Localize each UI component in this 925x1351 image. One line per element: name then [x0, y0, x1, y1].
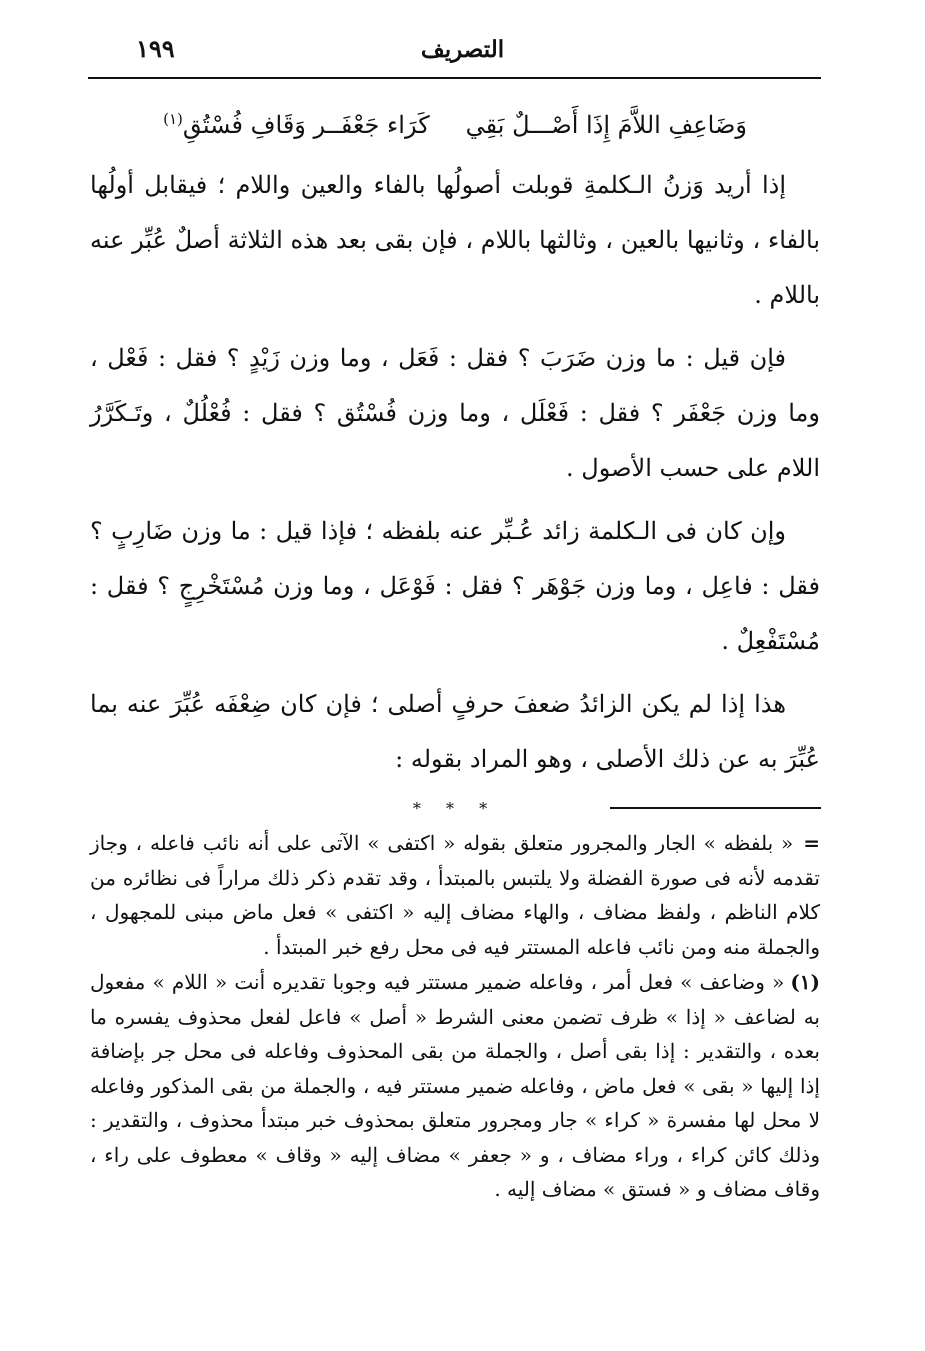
poetry-verse: [90, 96, 820, 148]
footnote-1-text: « وضاعف » فعل أمر ، وفاعله ضمير مستتر فيه وجوبا تقديره أنت « اللام » مفعول به لضاعف « إذا » ظرف تضمن معنى الشرط « أصل » فاعل لفعل محذوف يفسره ما بعده ، والتقدير : إذا بقى أصل ، والجملة من بقى المحذوف وفاعله فى محل جر بإضافة إذا إليها « بقى » فعل ماض ، وفاعله ضمير مستتر فيه ، والجملة من بقى المذكور وفاعله لا محل لها مفسرة « كراء » جار ومجرور متعلق بمحذوف خبر مبتدأ محذوف ، والتقدير : وذلك كائن كراء ، وراء مضاف ، و « جعفر » مضاف إليه « وقاف » معطوف على راء ، وقاف مضاف و « فستق » مضاف إليه .: [90, 970, 820, 1201]
header-rule: [88, 77, 821, 79]
main-text: [90, 96, 820, 832]
footnote-1: [90, 965, 820, 1207]
footnote-number: (١): [790, 970, 820, 994]
continued-footnote-text: « بلفظه » الجار والمجرور متعلق بقوله « اكتفى » الآتى على أنه نائب فاعله ، وجاز تقدمه لأنه فى صورة الفضلة ولا يلتبس بالمبتدأ ، وقد تقدم ذكر ذلك مراراً فى نظائره من كلام الناظم ، ولفظ مضاف ، والهاء مضاف إليه « اكتفى » فعل ماض مبنى للمجهول ، والجملة منه ومن نائب فاعله المستتر فيه فى محل رفع خبر المبتدأ .: [90, 831, 820, 959]
footnote-rule: [610, 807, 821, 809]
verse-second-half: [145, 96, 448, 148]
footnote-continued: [90, 826, 820, 964]
running-title: التصريف: [420, 36, 505, 63]
verse-first-half: وَضَاعِفِ اللاَّمَ إِذَا أَصْـــلٌ بَقِي: [465, 111, 747, 139]
paragraph-doubled-letter: هذا إذا لم يكن الزائدُ ضعفَ حرفٍ أصلى ؛ فإن كان ضِعْفَه عُبِّرَ عنه بما عُبِّرَ به عن ذلك الأصلى ، وهو المراد بقوله :: [90, 690, 820, 773]
continued-mark: =: [803, 831, 820, 855]
paragraph-extra-letters: وإن كان فى الـكلمة زائد عُـبِّر عنه بلفظه ؛ فإذا قيل : ما وزن ضَارِبٍ ؟ فقل : فاعِل ، وما وزن جَوْهَر ؟ فقل : فَوْعَل ، وما وزن مُسْتَخْرِجٍ ؟ فقل : مُسْتَفْعِلٌ .: [90, 517, 820, 655]
paragraph-examples: فإن قيل : ما وزن ضَرَبَ ؟ فقل : فَعَل ، وما وزن زَيْدٍ ؟ فقل : فَعْل ، وما وزن جَعْفَر ؟ فقل : فَعْلَل ، وما وزن فُسْتُق ؟ فقل : فُعْلُلٌ ، وتَـكَرَّرُ اللام على حسب الأصول .: [90, 344, 820, 482]
verse-second-half-text: كَرَاء جَعْفَــر وَقَافِ فُسْتُقِ: [182, 111, 430, 139]
page-header: [92, 30, 833, 74]
footnote-marker: (١): [163, 110, 183, 128]
paragraph-weighing-roots: إذا أريد وَزنُ الـكلمةِ قوبلت أصولُها بالفاء والعين واللام ؛ فيقابل أولُها بالفاء ، وثانيها بالعين ، وثالثها باللام ، فإن بقى بعد هذه الثلاثة أصلٌ عُبِّر عنه باللام .: [90, 171, 820, 309]
footnotes: [90, 826, 820, 1207]
page-number: ١٩٩: [136, 34, 175, 63]
section-ornament: * * *: [412, 799, 498, 818]
